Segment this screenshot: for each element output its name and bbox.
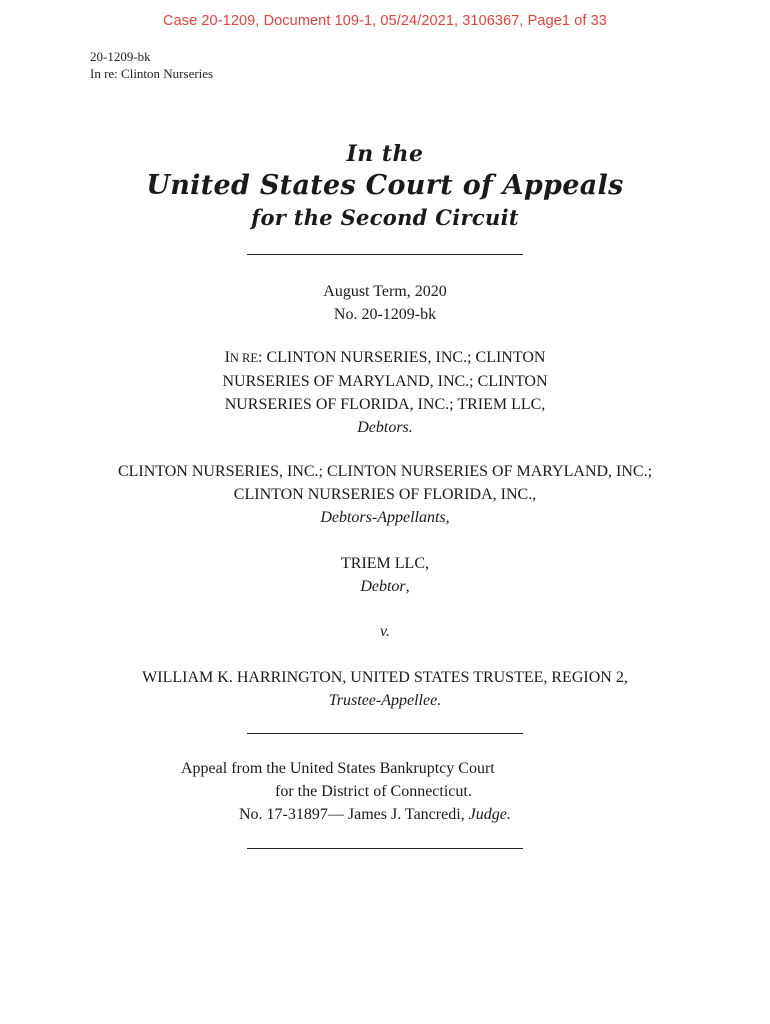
divider-rule [247, 848, 523, 849]
in-re-colon: : [258, 349, 263, 366]
case-number: No. 20-1209-bk [333, 306, 437, 323]
appellants-role-line [0, 506, 770, 529]
appeal-line-1: Appeal from the United States Bankruptcy Court [181, 760, 495, 777]
term-label: August Term, 2020 [323, 283, 447, 300]
debtors-line-2: NURSERIES OF MARYLAND, INC.; CLINTON [222, 373, 548, 390]
court-heading-in-the: In the [346, 141, 424, 167]
court-heading-circuit: for the Second Circuit [251, 205, 519, 230]
appeal-line-2: for the District of Connecticut. [275, 783, 472, 800]
debtors-line-1-text: CLINTON NURSERIES, INC.; CLINTON [262, 349, 546, 366]
appellee-role: Trustee-Appellee. [328, 692, 442, 709]
debtors-line-1 [0, 346, 770, 370]
debtors-caption [0, 346, 770, 439]
debtor-caption [0, 552, 770, 598]
appellants-caption [0, 460, 770, 529]
appellee-name: WILLIAM K. HARRINGTON, UNITED STATES TRUSTEE, REGION 2, [142, 669, 628, 686]
appeal-line-3 [239, 803, 511, 826]
running-header [90, 48, 213, 82]
appellants-role: Debtors-Appellants [320, 509, 446, 526]
short-caption: In re: Clinton Nurseries [90, 66, 214, 81]
appellants-line-2: CLINTON NURSERIES OF FLORIDA, INC., [233, 486, 537, 503]
appellants-role-punct: , [445, 509, 450, 526]
debtor-role-line [0, 575, 770, 598]
divider-rule [247, 733, 523, 734]
debtors-line-3: NURSERIES OF FLORIDA, INC.; TRIEM LLC, [224, 396, 546, 413]
appellants-line-1: CLINTON NURSERIES, INC.; CLINTON NURSERIES OF MARYLAND, INC.; [117, 463, 653, 480]
debtor-name: TRIEM LLC, [341, 555, 429, 572]
lower-court-number: No. 17-31897— James J. Tancredi, [239, 806, 469, 823]
versus: v. [380, 623, 390, 640]
divider-rule [247, 254, 523, 255]
court-heading-name: United States Court of Appeals [146, 170, 624, 201]
docket-number: 20-1209-bk [90, 49, 151, 64]
debtor-role: Debtor [360, 578, 406, 595]
in-re-initial: I [224, 349, 230, 366]
judge-title: Judge. [468, 806, 511, 823]
in-re-smallcaps: N RE [229, 351, 259, 365]
case-stamp: Case 20-1209, Document 109-1, 05/24/2021, 3106367, Page1 of 33 [163, 13, 607, 29]
term-block [0, 280, 770, 326]
debtor-role-punct: , [405, 578, 410, 595]
debtors-role: Debtors. [357, 419, 413, 436]
appellee-caption [0, 666, 770, 712]
